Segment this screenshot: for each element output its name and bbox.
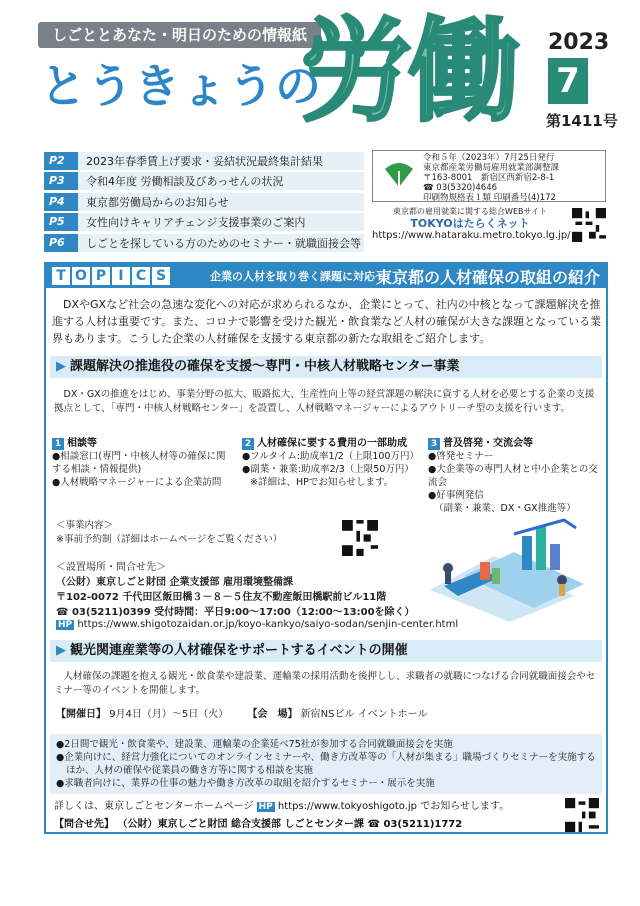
section1-column-3 [428, 434, 604, 515]
topics-intro: DXやGXなど社会の急速な変化への対応が求められるなか、企業にとって、社内の中核となって課題解決を推進する人材は重要です。また、コロナで影響を受けた観光・飲食業など人材の確保が大きな課題となっている業界もあります。こうした企業の人材確保を支援する東京都の新たな取組をご紹介します。 [52, 298, 602, 345]
event-date: 9月4日（月）～5日（火） [109, 709, 229, 720]
topics-logo [52, 267, 172, 285]
qr-code-icon[interactable] [572, 208, 606, 242]
column-item: （副業・兼業、DX・GX推進等） [434, 503, 576, 514]
contents-item[interactable] [44, 234, 364, 252]
section2-heading-text: 観光関連産業等の人材確保をサポートするイベントの開催 [70, 643, 408, 658]
content-label: ＜事業内容＞ [56, 520, 114, 531]
contents-item[interactable] [44, 193, 364, 211]
title-kana: とうきょうの [40, 59, 322, 113]
section1-heading-text: 課題解決の推進役の確保を支援～専門・中核人材戦略センター事業 [70, 359, 460, 374]
column-title-text: 人材確保に要する費用の一部助成 [257, 438, 407, 449]
bullet-item: ●2日間で観光・飲食業や、建設業、運輸業の企業延べ75社が参加する合同就職面接会を実施 [56, 739, 453, 750]
topics-letter: P [92, 267, 110, 285]
column-title [428, 434, 604, 450]
event-bullets [50, 734, 602, 794]
contact-line [54, 818, 554, 832]
column-number: 3 [428, 438, 440, 450]
contact-org: （公財）東京しごと財団 総合支援部 しごとセンター課 [117, 819, 365, 830]
contact-address: 〒102-0072 千代田区飯田橋３－８－５住友不動産飯田橋駅前ビル11階 [56, 592, 387, 603]
details-prefix: 詳しくは、東京しごとセンターホームページ [54, 801, 254, 812]
contents-text: 令和4年度 労働相談及びあっせんの状況 [86, 175, 284, 189]
contents-page: P6 [44, 234, 78, 252]
column-item: ●大企業等の専門人材と中小企業との交流会 [428, 464, 598, 488]
section1-url-line [56, 618, 596, 632]
business-illustration [424, 516, 600, 624]
contact-block [56, 560, 436, 620]
column-title [242, 434, 422, 450]
phone-icon: ☎ [56, 607, 69, 618]
web-lead: 東京都の雇用就業に関する総合WEBサイト [393, 207, 547, 216]
topics-letter: C [132, 267, 150, 285]
print-number: 印刷物規格表１類 印刷番号(4)172 [423, 193, 556, 203]
contents-item[interactable] [44, 172, 364, 190]
content-note: ※事前予約制（詳細はホームページをご覧ください） [56, 534, 283, 545]
contents-text: 女性向けキャリアチェンジ支援事業のご案内 [86, 216, 306, 230]
bullet-item: ●企業向けに、経営力強化についてのオンラインセミナーや、働き方改革等の「人材が集まる」職場づくりセミナーを実施するほか、人材の確保や従業員の働き方等に関する相談を実施 [56, 752, 596, 776]
section1-column-2 [242, 434, 422, 489]
publish-date: 令和５年（2023年）7月25日発行 [423, 153, 555, 163]
table-of-contents [44, 152, 364, 254]
section1-body: DX・GXの推進をはじめ、事業分野の拡大、販路拡大、生産性向上等の経営課題の解決に資する人材を必要とする企業の支援拠点として、「専門・中核人材戦略センター」を設置し、人材戦略マネージャーによるアウトリーチ型の支援を行います。 [54, 389, 595, 414]
contents-page: P3 [44, 172, 78, 190]
qr-code-icon[interactable] [564, 798, 600, 832]
contents-page: P2 [44, 152, 78, 170]
column-title [52, 434, 232, 450]
contact-org: （公財）東京しごと財団 企業支援部 雇用環境整備課 [56, 577, 293, 588]
triangle-icon: ▶ [56, 643, 66, 658]
column-note: ※詳細は、HPでお知らせします。 [250, 477, 394, 488]
event-venue: 新宿NSビル イベントホール [300, 709, 428, 720]
publisher-address: 〒163-8001 新宿区西新宿2-8-1 [423, 173, 555, 183]
column-number: 1 [52, 438, 64, 450]
details-line [54, 800, 554, 814]
publisher-dept: 東京都産業労働局雇用就業部調整課 [423, 163, 560, 173]
topics-letter: T [52, 267, 70, 285]
topics-panel [44, 262, 608, 834]
column-item: ●好事例発信 [428, 490, 484, 501]
topics-title: 東京都の人材確保の取組の紹介 [376, 268, 601, 287]
section1-column-1 [52, 434, 232, 489]
event-info [56, 708, 596, 722]
contents-text: 2023年春季賃上げ要求・妥結状況最終集計結果 [86, 155, 323, 168]
section1-heading [50, 356, 602, 378]
column-item: ●啓発セミナー [428, 451, 494, 462]
hp-icon: HP [258, 802, 273, 812]
column-item: ●人材戦略マネージャーによる企業訪問 [52, 477, 222, 488]
topics-subtitle: 企業の人材を取り巻く課題に対応～ [210, 270, 386, 283]
masthead [0, 0, 640, 148]
web-url[interactable]: https://www.hataraku.metro.tokyo.lg.jp/ [372, 230, 571, 241]
section2-body: 人材確保の課題を抱える観光・飲食業や建設業、運輸業の採用活動を後押しし、求職者の就職につなげる合同就職面接会やセミナー等のイベントを開催します。 [54, 671, 596, 696]
bullet-item: ●求職者向けに、業界の仕事の魅力や働き方改革の取組を紹介するセミナー・展示を実施 [56, 778, 435, 789]
publisher-box [372, 150, 606, 202]
title-kanji: 労働 [300, 7, 516, 137]
section1-url[interactable]: https://www.shigotozaidan.or.jp/koyo-kankyo/saiyo-sodan/senjin-center.html [77, 619, 459, 630]
contents-item[interactable] [44, 152, 364, 170]
column-item: ●フルタイム:助成率1/2（上限100万円） [242, 451, 419, 462]
contact-label: 【問合せ先】 [54, 819, 114, 830]
publisher-phone-number: 03(5320)4646 [436, 183, 498, 193]
publisher-phone [423, 183, 559, 193]
issue-month: 7 [548, 58, 588, 104]
venue-label: 【会 場】 [247, 709, 298, 720]
contact-phone: 03(5211)1772 [383, 819, 463, 830]
web-site-box [372, 206, 571, 244]
contact-phone-text: 03(5211)0399 受付時間：平日9:00～17:00（12:00～13:00を除く） [71, 607, 415, 618]
contact-label: ＜設置場所・問合せ先＞ [56, 562, 166, 573]
content-block [56, 519, 336, 547]
publisher-info [423, 153, 559, 203]
date-label: 【開催日】 [56, 709, 106, 720]
contents-text: しごとを探している方のためのセミナー・就職面接会等 [86, 236, 361, 250]
topics-letter: S [152, 267, 170, 285]
column-item: ●副業・兼業:助成率2/3（上限50万円） [242, 464, 414, 475]
tokyo-ginkgo-logo-icon [381, 161, 417, 189]
qr-code-icon[interactable] [342, 520, 378, 556]
contents-page: P4 [44, 193, 78, 211]
details-suffix: でお知らせします。 [420, 801, 510, 812]
contents-item[interactable] [44, 213, 364, 231]
topics-bar [46, 264, 606, 288]
column-number: 2 [242, 438, 254, 450]
web-name: TOKYOはたらくネット [410, 217, 530, 230]
tagline: しごととあなた・明日のための情報紙 [38, 22, 321, 48]
contents-page: P5 [44, 213, 78, 231]
triangle-icon: ▶ [56, 359, 66, 374]
details-url[interactable]: https://www.tokyoshigoto.jp [277, 801, 418, 812]
issue-year: 2023 [548, 30, 610, 55]
section2-heading [50, 640, 602, 662]
topics-letter: I [112, 267, 130, 285]
column-item: ●相談窓口(専門・中核人材等の確保に関する相談・情報提供) [52, 451, 226, 475]
column-title-text: 普及啓発・交流会等 [443, 438, 533, 449]
issue-number: 第1411号 [546, 112, 618, 130]
column-title-text: 相談等 [67, 438, 97, 449]
phone-icon: ☎ [423, 183, 434, 193]
hp-icon: HP [58, 620, 73, 630]
phone-icon: ☎ [367, 819, 381, 830]
topics-letter: O [72, 267, 90, 285]
contents-text: 東京都労働局からのお知らせ [86, 195, 229, 209]
